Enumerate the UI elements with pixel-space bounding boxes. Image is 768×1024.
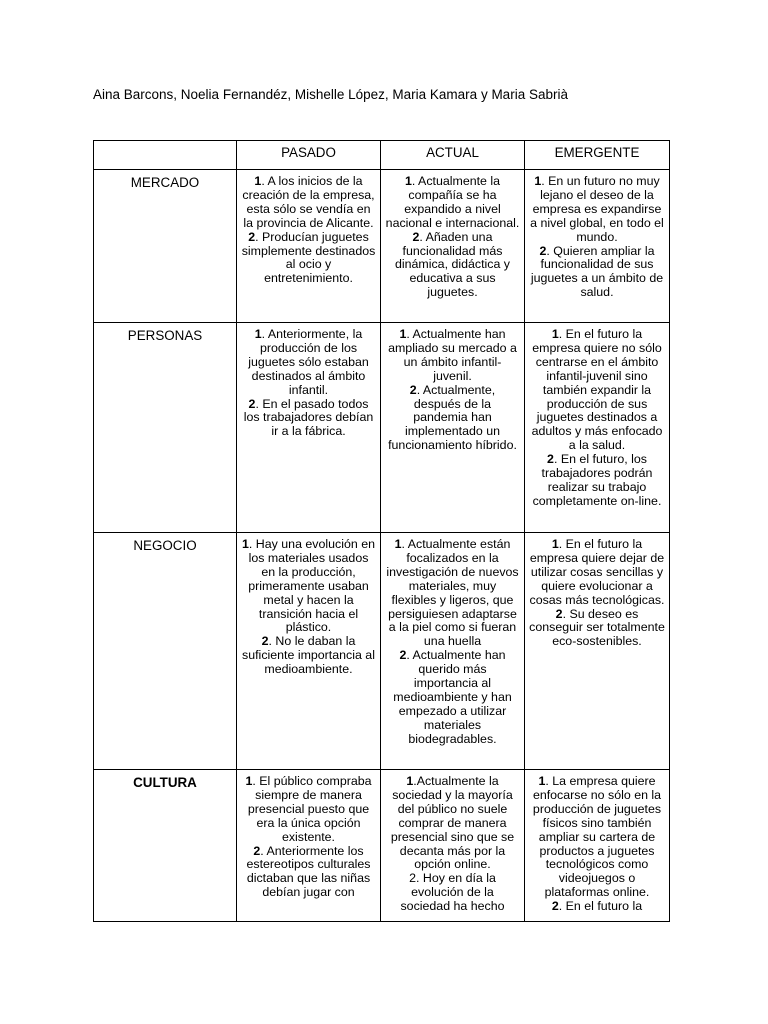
list-item: [385, 649, 520, 746]
item-text: . Hay una evolución en los materiales usados en la producción, primeramente usaban metal y hacen la transición hacia el plástico.: [248, 537, 375, 635]
item-number: 1: [245, 774, 253, 788]
list-item: [529, 245, 665, 301]
cell-emergente: [525, 323, 670, 533]
item-text: . La empresa quiere enfocarse no sólo en la producción de juguetes físicos sino también ampliar su cartera de productos a juguetes tecnológicos como videojuegos o plataformas online.: [532, 774, 662, 900]
list-item: [529, 538, 665, 608]
cell-pasado: [237, 170, 381, 323]
item-text: . En el pasado todos los trabajadores debían ir a la fábrica.: [243, 396, 374, 439]
item-number: 2: [248, 229, 256, 244]
item-text: . Actualmente la compañía se ha expandido a nivel nacional e internacional.: [385, 174, 520, 230]
cell-pasado: [237, 323, 381, 533]
item-number: 2: [409, 382, 417, 397]
item-number: 2: [399, 648, 407, 663]
cell-pasado: [237, 533, 381, 770]
cell-pasado: [237, 770, 381, 922]
comparison-table: [93, 140, 670, 922]
item-text: . Su deseo es conseguir ser totalmente eco-sostenibles.: [529, 606, 665, 649]
list-item: [385, 231, 520, 301]
row-label: PERSONAS: [94, 323, 237, 533]
item-number: 1: [551, 537, 559, 551]
item-text: . Producían juguetes simplemente destinados al ocio y entretenimiento.: [241, 229, 376, 286]
item-number: 2: [248, 396, 256, 411]
list-item: [241, 328, 376, 398]
list-item: [241, 398, 376, 440]
item-text: . En el futuro la empresa quiere no sólo centrarse en el ámbito infantil-juvenil sino también expandir la producción de sus juguetes destinados a adultos y más enfocado a la salud.: [531, 327, 663, 453]
item-number: 1: [394, 537, 402, 551]
item-text: 2. Hoy en día la evolución de la sociedad ha hecho: [400, 871, 505, 914]
item-number: 1: [399, 327, 407, 341]
table-row-negocio: [94, 533, 670, 770]
list-item: [529, 775, 665, 900]
item-text: . El público compraba siempre de manera presencial puesto que era la única opción existente.: [247, 774, 372, 844]
item-text: . Anteriormente, la producción de los juguetes sólo estaban destinados al ámbito infantil.: [248, 327, 369, 397]
table-row-personas: [94, 323, 670, 533]
item-number: 1: [404, 174, 412, 188]
row-label: NEGOCIO: [94, 533, 237, 770]
list-item: [241, 845, 376, 901]
list-item: [241, 538, 376, 635]
list-item: [385, 872, 520, 914]
table-row-mercado: [94, 170, 670, 323]
header-cell-actual: ACTUAL: [381, 141, 525, 170]
item-number: 1: [254, 327, 262, 341]
item-number: 1: [406, 774, 414, 788]
list-item: [241, 635, 376, 677]
item-text: . En el futuro la empresa quiere dejar de utilizar cosas sencillas y quiere evolucionar a cosas más tecnológicas.: [529, 537, 665, 607]
cell-actual: [381, 770, 525, 922]
cell-emergente: [525, 770, 670, 922]
list-item: [241, 775, 376, 845]
list-item: [529, 328, 665, 453]
item-number: 2: [555, 606, 563, 621]
list-item: [241, 175, 376, 231]
item-number: 2: [412, 229, 420, 244]
item-text: . Actualmente, después de la pandemia han implementado un funcionamiento híbrido.: [388, 382, 517, 453]
list-item: [385, 775, 520, 872]
item-text: . Actualmente están focalizados en la investigación de nuevos materiales, muy flexibles y ligeros, que persiguiesen adaptarse a la piel como si fueran una huella: [386, 537, 519, 649]
header-cell-emergente: EMERGENTE: [525, 141, 670, 170]
list-item: [385, 384, 520, 454]
item-text: . Actualmente han querido más importancia al medioambiente y han empezado a utilizar materiales biodegradables.: [393, 648, 512, 746]
table-row-cultura: [94, 770, 670, 922]
row-label: CULTURA: [94, 770, 237, 922]
cell-emergente: [525, 533, 670, 770]
list-item: [385, 328, 520, 384]
item-text: . Anteriormente los estereotipos culturales dictaban que las niñas debían jugar con: [246, 843, 371, 900]
header-cell-pasado: PASADO: [237, 141, 381, 170]
item-text: . En el futuro, los trabajadores podrán realizar su trabajo completamente on-line.: [532, 452, 662, 508]
item-number: 1: [551, 327, 559, 341]
item-number: 1: [254, 174, 262, 188]
list-item: [529, 608, 665, 650]
cell-actual: [381, 533, 525, 770]
row-label: MERCADO: [94, 170, 237, 323]
authors-line: Aina Barcons, Noelia Fernandéz, Mishelle López, Maria Kamara y Maria Sabrià: [93, 87, 568, 102]
item-text: . A los inicios de la creación de la empresa, esta sólo se vendía en la provincia de Alicante.: [242, 174, 375, 230]
list-item: [385, 175, 520, 231]
table-header-row: [94, 141, 670, 170]
cell-emergente: [525, 170, 670, 323]
item-number: 2: [539, 243, 547, 258]
list-item: [529, 900, 665, 914]
item-number: 1: [534, 174, 542, 188]
item-text: . Actualmente han ampliado su mercado a un ámbito infantil-juvenil.: [388, 327, 517, 383]
item-text: . Añaden una funcionalidad más dinámica, didáctica y educativa a sus juguetes.: [394, 229, 510, 300]
item-number: 2: [547, 452, 554, 467]
list-item: [385, 538, 520, 649]
list-item: [241, 231, 376, 287]
item-number: 2: [253, 843, 261, 858]
item-number: 1: [242, 537, 249, 551]
item-text: . En el futuro la: [558, 899, 643, 914]
cell-actual: [381, 170, 525, 323]
item-text: . En un futuro no muy lejano el deseo de la empresa es expandirse a nivel global, en todo el mundo.: [530, 174, 664, 244]
header-cell-empty: [94, 141, 237, 170]
cell-actual: [381, 323, 525, 533]
list-item: [529, 175, 665, 245]
item-text: . Quieren ampliar la funcionalidad de sus juguetes a un ámbito de salud.: [530, 243, 664, 300]
list-item: [529, 453, 665, 509]
item-text: . No le daban la suficiente importancia al medioambiente.: [242, 634, 375, 677]
item-text: .Actualmente la sociedad y la mayoría del público no suele comprar de manera presencial sino que se decanta más por la opción online.: [390, 774, 515, 872]
item-number: 2: [551, 899, 559, 914]
item-number: 1: [538, 774, 546, 788]
item-number: 2: [261, 634, 269, 649]
